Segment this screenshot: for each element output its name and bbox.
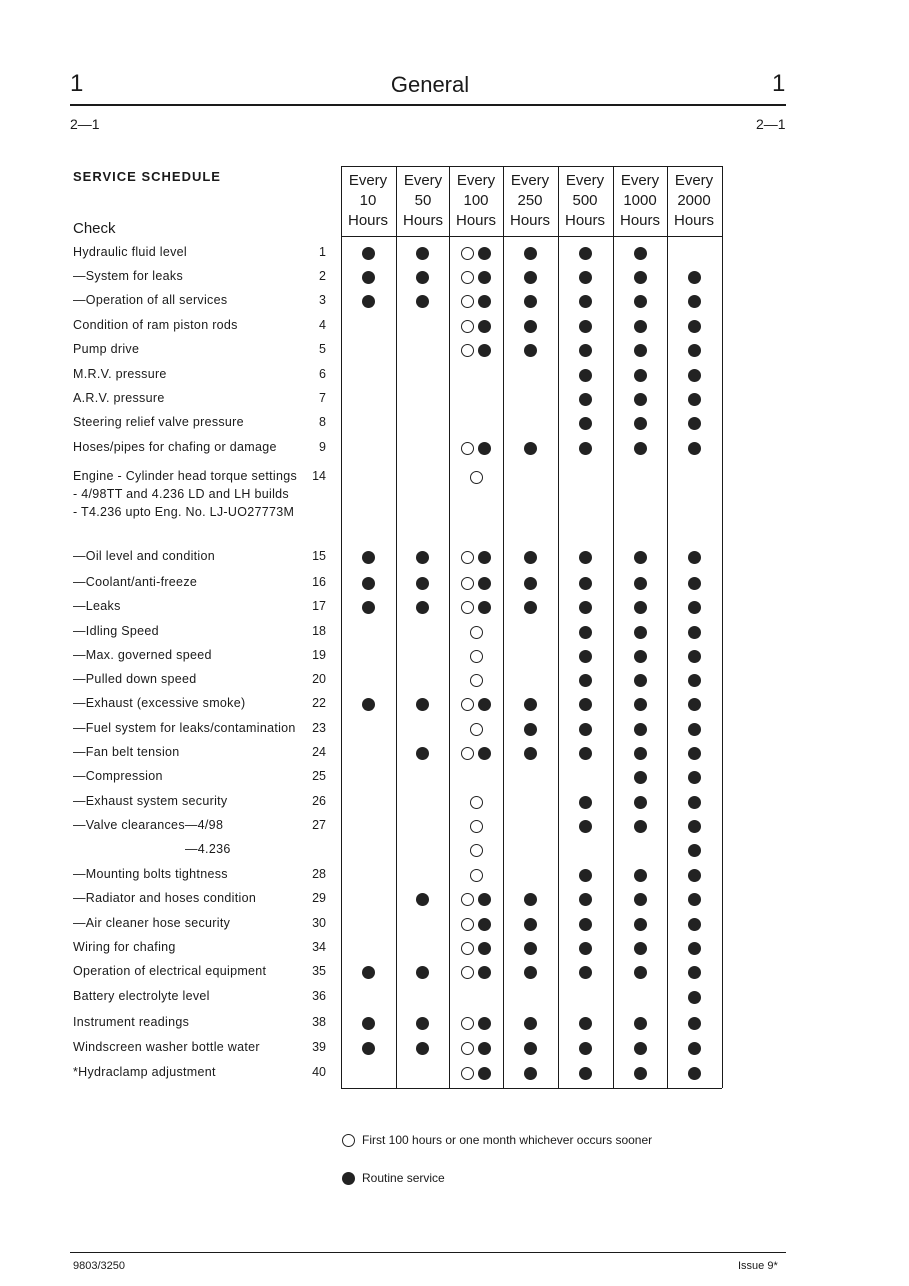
routine-service-dot bbox=[524, 295, 537, 308]
routine-service-dot bbox=[416, 577, 429, 590]
first-service-circle bbox=[461, 320, 474, 333]
routine-service-dot bbox=[524, 698, 537, 711]
routine-service-dot bbox=[579, 1042, 592, 1055]
check-item-ref: 40 bbox=[312, 1065, 326, 1079]
first-service-circle bbox=[470, 674, 483, 687]
check-item-label: —Exhaust system security bbox=[73, 794, 228, 808]
routine-service-dot bbox=[579, 295, 592, 308]
table-column-line bbox=[396, 166, 397, 1088]
routine-service-dot bbox=[478, 344, 491, 357]
routine-service-dot bbox=[524, 1017, 537, 1030]
routine-service-dot bbox=[478, 442, 491, 455]
routine-service-dot bbox=[478, 295, 491, 308]
check-item-label: —Oil level and condition bbox=[73, 549, 215, 563]
table-column-line bbox=[613, 166, 614, 1088]
first-service-circle bbox=[470, 471, 483, 484]
routine-service-dot bbox=[524, 247, 537, 260]
routine-service-dot bbox=[579, 601, 592, 614]
table-column-line bbox=[558, 166, 559, 1088]
routine-service-dot bbox=[524, 966, 537, 979]
routine-service-dot bbox=[579, 320, 592, 333]
routine-service-dot bbox=[416, 747, 429, 760]
check-item-label: Instrument readings bbox=[73, 1015, 190, 1029]
routine-service-dot bbox=[478, 601, 491, 614]
check-item-label: —Valve clearances—4/98 bbox=[73, 818, 224, 832]
first-service-circle-icon bbox=[342, 1134, 355, 1147]
check-item-label: —Operation of all services bbox=[73, 293, 228, 307]
column-header-line3: Hours bbox=[455, 212, 496, 229]
routine-service-dot bbox=[634, 626, 647, 639]
routine-service-dot bbox=[579, 417, 592, 430]
check-item-ref: 20 bbox=[312, 672, 326, 686]
routine-service-dot bbox=[524, 577, 537, 590]
routine-service-dot bbox=[688, 820, 701, 833]
routine-service-dot bbox=[524, 723, 537, 736]
routine-service-dot bbox=[634, 295, 647, 308]
routine-service-dot bbox=[688, 844, 701, 857]
check-item-label: Battery electrolyte level bbox=[73, 989, 210, 1003]
first-service-circle bbox=[470, 820, 483, 833]
routine-service-dot bbox=[579, 869, 592, 882]
table-row-line bbox=[341, 236, 722, 237]
first-service-circle bbox=[461, 698, 474, 711]
first-service-circle bbox=[461, 747, 474, 760]
check-item-ref: 18 bbox=[312, 624, 326, 638]
check-item-ref: 34 bbox=[312, 940, 326, 954]
routine-service-dot bbox=[524, 320, 537, 333]
routine-service-dot bbox=[362, 551, 375, 564]
header-rule bbox=[70, 104, 786, 106]
table-column-line bbox=[667, 166, 668, 1088]
first-service-circle bbox=[470, 869, 483, 882]
check-item-ref: 27 bbox=[312, 818, 326, 832]
check-item-label: Condition of ram piston rods bbox=[73, 318, 238, 332]
column-header-line2: 2000 bbox=[677, 192, 711, 209]
legend-routine-service: Routine service bbox=[362, 1171, 445, 1185]
routine-service-dot bbox=[524, 551, 537, 564]
column-header-line1: Every bbox=[565, 172, 605, 189]
routine-service-dot bbox=[579, 551, 592, 564]
routine-service-dot bbox=[634, 442, 647, 455]
routine-service-dot bbox=[416, 247, 429, 260]
routine-service-dot bbox=[478, 918, 491, 931]
check-item-ref: 38 bbox=[312, 1015, 326, 1029]
column-header-line3: Hours bbox=[673, 212, 714, 229]
routine-service-dot bbox=[688, 674, 701, 687]
routine-service-dot bbox=[579, 893, 592, 906]
routine-service-dot bbox=[579, 247, 592, 260]
column-header-line1: Every bbox=[348, 172, 388, 189]
routine-service-dot bbox=[524, 601, 537, 614]
table-row-line bbox=[341, 166, 722, 167]
first-service-circle bbox=[461, 551, 474, 564]
check-item-ref: 5 bbox=[319, 342, 326, 356]
routine-service-dot bbox=[688, 796, 701, 809]
section-number-left: 2—1 bbox=[70, 116, 100, 132]
routine-service-dot bbox=[478, 942, 491, 955]
check-item-label: —System for leaks bbox=[73, 269, 183, 283]
routine-service-dot bbox=[478, 551, 491, 564]
routine-service-dot bbox=[416, 1042, 429, 1055]
routine-service-dot bbox=[416, 271, 429, 284]
routine-service-dot bbox=[579, 393, 592, 406]
routine-service-dot bbox=[634, 344, 647, 357]
routine-service-dot bbox=[362, 1017, 375, 1030]
first-service-circle bbox=[461, 601, 474, 614]
routine-service-dot bbox=[416, 295, 429, 308]
routine-service-dot bbox=[524, 1042, 537, 1055]
routine-service-dot bbox=[688, 295, 701, 308]
routine-service-dot bbox=[688, 723, 701, 736]
column-header bbox=[341, 171, 395, 231]
check-item-label: —Leaks bbox=[73, 599, 121, 613]
routine-service-dot bbox=[478, 747, 491, 760]
routine-service-dot-icon bbox=[342, 1172, 355, 1185]
column-header-line2: 1000 bbox=[623, 192, 657, 209]
first-service-circle bbox=[461, 1017, 474, 1030]
check-item-ref: 23 bbox=[312, 721, 326, 735]
routine-service-dot bbox=[688, 966, 701, 979]
routine-service-dot bbox=[362, 601, 375, 614]
routine-service-dot bbox=[478, 271, 491, 284]
routine-service-dot bbox=[524, 271, 537, 284]
routine-service-dot bbox=[478, 698, 491, 711]
check-item-ref: 16 bbox=[312, 575, 326, 589]
routine-service-dot bbox=[634, 698, 647, 711]
check-item-label: —Mounting bolts tightness bbox=[73, 867, 228, 881]
section-number-right: 2—1 bbox=[756, 116, 786, 132]
routine-service-dot bbox=[688, 942, 701, 955]
check-item-ref: 15 bbox=[312, 549, 326, 563]
check-item-label: Hoses/pipes for chafing or damage bbox=[73, 440, 277, 454]
routine-service-dot bbox=[634, 601, 647, 614]
document-number: 9803/3250 bbox=[73, 1260, 125, 1272]
check-title: Check bbox=[73, 220, 116, 237]
routine-service-dot bbox=[579, 650, 592, 663]
routine-service-dot bbox=[688, 869, 701, 882]
routine-service-dot bbox=[579, 626, 592, 639]
routine-service-dot bbox=[524, 942, 537, 955]
routine-service-dot bbox=[524, 918, 537, 931]
routine-service-dot bbox=[478, 893, 491, 906]
routine-service-dot bbox=[688, 393, 701, 406]
routine-service-dot bbox=[524, 893, 537, 906]
routine-service-dot bbox=[634, 918, 647, 931]
check-item-sublabel: - 4/98TT and 4.236 LD and LH builds bbox=[73, 487, 289, 501]
routine-service-dot bbox=[634, 650, 647, 663]
routine-service-dot bbox=[634, 369, 647, 382]
routine-service-dot bbox=[579, 747, 592, 760]
check-item-label: Steering relief valve pressure bbox=[73, 415, 244, 429]
first-service-circle bbox=[470, 626, 483, 639]
routine-service-dot bbox=[688, 601, 701, 614]
check-item-label: Operation of electrical equipment bbox=[73, 964, 267, 978]
check-item-label: —Max. governed speed bbox=[73, 648, 212, 662]
column-header-line3: Hours bbox=[509, 212, 550, 229]
routine-service-dot bbox=[579, 577, 592, 590]
routine-service-dot bbox=[362, 295, 375, 308]
column-header bbox=[396, 171, 450, 231]
check-item-label: —Pulled down speed bbox=[73, 672, 197, 686]
check-item-label: Wiring for chafing bbox=[73, 940, 176, 954]
column-header-line2: 10 bbox=[359, 192, 377, 209]
table-column-line bbox=[722, 166, 723, 1088]
routine-service-dot bbox=[688, 747, 701, 760]
table-column-line bbox=[341, 166, 342, 1088]
routine-service-dot bbox=[579, 820, 592, 833]
check-item-label: —Air cleaner hose security bbox=[73, 916, 231, 930]
first-service-circle bbox=[461, 1067, 474, 1080]
routine-service-dot bbox=[688, 442, 701, 455]
routine-service-dot bbox=[524, 747, 537, 760]
routine-service-dot bbox=[362, 577, 375, 590]
routine-service-dot bbox=[478, 1067, 491, 1080]
routine-service-dot bbox=[524, 442, 537, 455]
routine-service-dot bbox=[688, 771, 701, 784]
column-header-line1: Every bbox=[456, 172, 496, 189]
routine-service-dot bbox=[688, 369, 701, 382]
check-item-ref: 19 bbox=[312, 648, 326, 662]
check-item-ref: 14 bbox=[312, 469, 326, 483]
routine-service-dot bbox=[579, 1017, 592, 1030]
routine-service-dot bbox=[634, 247, 647, 260]
routine-service-dot bbox=[688, 1042, 701, 1055]
routine-service-dot bbox=[634, 551, 647, 564]
routine-service-dot bbox=[688, 1067, 701, 1080]
routine-service-dot bbox=[416, 698, 429, 711]
first-service-circle bbox=[461, 942, 474, 955]
routine-service-dot bbox=[634, 271, 647, 284]
first-service-circle bbox=[470, 796, 483, 809]
routine-service-dot bbox=[416, 601, 429, 614]
first-service-circle bbox=[461, 918, 474, 931]
routine-service-dot bbox=[634, 796, 647, 809]
column-header-line3: Hours bbox=[619, 212, 660, 229]
page-title: General bbox=[390, 72, 470, 97]
routine-service-dot bbox=[579, 966, 592, 979]
routine-service-dot bbox=[688, 991, 701, 1004]
column-header bbox=[613, 171, 667, 231]
column-header bbox=[503, 171, 557, 231]
routine-service-dot bbox=[688, 1017, 701, 1030]
routine-service-dot bbox=[688, 650, 701, 663]
check-item-ref: 17 bbox=[312, 599, 326, 613]
routine-service-dot bbox=[634, 966, 647, 979]
routine-service-dot bbox=[634, 820, 647, 833]
routine-service-dot bbox=[478, 320, 491, 333]
first-service-circle bbox=[461, 344, 474, 357]
table-column-line bbox=[503, 166, 504, 1088]
routine-service-dot bbox=[688, 577, 701, 590]
check-item-label: Engine - Cylinder head torque settings bbox=[73, 469, 298, 483]
check-item-ref: 22 bbox=[312, 696, 326, 710]
routine-service-dot bbox=[579, 271, 592, 284]
routine-service-dot bbox=[634, 1042, 647, 1055]
routine-service-dot bbox=[362, 271, 375, 284]
chapter-number-left: 1 bbox=[70, 70, 84, 97]
check-item-ref: 26 bbox=[312, 794, 326, 808]
routine-service-dot bbox=[579, 369, 592, 382]
check-item-ref: 9 bbox=[319, 440, 326, 454]
first-service-circle bbox=[470, 844, 483, 857]
routine-service-dot bbox=[416, 893, 429, 906]
check-item-ref: 29 bbox=[312, 891, 326, 905]
column-header-line2: 100 bbox=[463, 192, 489, 209]
check-item-sublabel: - T4.236 upto Eng. No. LJ-UO27773M bbox=[73, 505, 295, 519]
routine-service-dot bbox=[524, 344, 537, 357]
check-item-ref: 24 bbox=[312, 745, 326, 759]
column-header-line1: Every bbox=[620, 172, 660, 189]
routine-service-dot bbox=[688, 918, 701, 931]
check-item-label: M.R.V. pressure bbox=[73, 367, 167, 381]
routine-service-dot bbox=[579, 918, 592, 931]
routine-service-dot bbox=[478, 1042, 491, 1055]
check-item-ref: 28 bbox=[312, 867, 326, 881]
check-item-ref: 25 bbox=[312, 769, 326, 783]
routine-service-dot bbox=[478, 247, 491, 260]
routine-service-dot bbox=[634, 393, 647, 406]
column-header-line2: 50 bbox=[414, 192, 432, 209]
check-item-ref: 1 bbox=[319, 245, 326, 259]
first-service-circle bbox=[470, 723, 483, 736]
column-header bbox=[449, 171, 503, 231]
check-item-ref: 39 bbox=[312, 1040, 326, 1054]
table-column-line bbox=[449, 166, 450, 1088]
check-item-label: —Idling Speed bbox=[73, 624, 159, 638]
routine-service-dot bbox=[688, 551, 701, 564]
routine-service-dot bbox=[362, 698, 375, 711]
first-service-circle bbox=[470, 650, 483, 663]
first-service-circle bbox=[461, 966, 474, 979]
check-item-ref: 3 bbox=[319, 293, 326, 307]
legend-first-service: First 100 hours or one month whichever occurs sooner bbox=[362, 1133, 653, 1147]
schedule-title: SERVICE SCHEDULE bbox=[73, 169, 221, 184]
routine-service-dot bbox=[634, 1067, 647, 1080]
routine-service-dot bbox=[634, 417, 647, 430]
column-header-line3: Hours bbox=[402, 212, 443, 229]
first-service-circle bbox=[461, 442, 474, 455]
first-service-circle bbox=[461, 247, 474, 260]
issue-number: Issue 9* bbox=[738, 1260, 778, 1272]
check-item-ref: 6 bbox=[319, 367, 326, 381]
check-item-ref: 2 bbox=[319, 269, 326, 283]
routine-service-dot bbox=[579, 1067, 592, 1080]
routine-service-dot bbox=[688, 320, 701, 333]
check-item-label: —Fan belt tension bbox=[73, 745, 180, 759]
check-item-ref: 8 bbox=[319, 415, 326, 429]
routine-service-dot bbox=[634, 320, 647, 333]
first-service-circle bbox=[461, 1042, 474, 1055]
column-header bbox=[558, 171, 612, 231]
check-item-label: —Radiator and hoses condition bbox=[73, 891, 257, 905]
first-service-circle bbox=[461, 271, 474, 284]
column-header-line3: Hours bbox=[347, 212, 388, 229]
check-item-label: —Fuel system for leaks/contamination bbox=[73, 721, 296, 735]
routine-service-dot bbox=[634, 942, 647, 955]
routine-service-dot bbox=[478, 577, 491, 590]
routine-service-dot bbox=[524, 1067, 537, 1080]
check-item-label: —Compression bbox=[73, 769, 163, 783]
routine-service-dot bbox=[688, 417, 701, 430]
check-item-label: —Exhaust (excessive smoke) bbox=[73, 696, 246, 710]
chapter-number-right: 1 bbox=[772, 70, 786, 97]
routine-service-dot bbox=[634, 723, 647, 736]
first-service-circle bbox=[461, 295, 474, 308]
check-item-label: Hydraulic fluid level bbox=[73, 245, 187, 259]
first-service-circle bbox=[461, 577, 474, 590]
routine-service-dot bbox=[579, 723, 592, 736]
routine-service-dot bbox=[579, 344, 592, 357]
routine-service-dot bbox=[362, 247, 375, 260]
routine-service-dot bbox=[688, 893, 701, 906]
routine-service-dot bbox=[579, 674, 592, 687]
check-item-label: —Coolant/anti-freeze bbox=[73, 575, 198, 589]
check-item-ref: 7 bbox=[319, 391, 326, 405]
routine-service-dot bbox=[634, 893, 647, 906]
routine-service-dot bbox=[362, 1042, 375, 1055]
check-item-label: Pump drive bbox=[73, 342, 140, 356]
routine-service-dot bbox=[478, 1017, 491, 1030]
routine-service-dot bbox=[688, 344, 701, 357]
routine-service-dot bbox=[416, 1017, 429, 1030]
footer-rule bbox=[70, 1252, 786, 1253]
check-item-label: Windscreen washer bottle water bbox=[73, 1040, 260, 1054]
check-item-ref: 35 bbox=[312, 964, 326, 978]
routine-service-dot bbox=[579, 698, 592, 711]
first-service-circle bbox=[461, 893, 474, 906]
routine-service-dot bbox=[416, 966, 429, 979]
routine-service-dot bbox=[579, 442, 592, 455]
routine-service-dot bbox=[478, 966, 491, 979]
check-item-label: A.R.V. pressure bbox=[73, 391, 165, 405]
routine-service-dot bbox=[362, 966, 375, 979]
column-header-line3: Hours bbox=[564, 212, 605, 229]
routine-service-dot bbox=[688, 271, 701, 284]
routine-service-dot bbox=[579, 942, 592, 955]
routine-service-dot bbox=[634, 771, 647, 784]
table-row-line bbox=[341, 1088, 722, 1089]
routine-service-dot bbox=[416, 551, 429, 564]
routine-service-dot bbox=[688, 626, 701, 639]
routine-service-dot bbox=[634, 577, 647, 590]
check-item-label: —4.236 bbox=[185, 842, 231, 856]
column-header-line1: Every bbox=[403, 172, 443, 189]
check-item-label: *Hydraclamp adjustment bbox=[73, 1065, 216, 1079]
routine-service-dot bbox=[688, 698, 701, 711]
routine-service-dot bbox=[634, 1017, 647, 1030]
column-header-line2: 250 bbox=[517, 192, 543, 209]
routine-service-dot bbox=[634, 674, 647, 687]
column-header-line1: Every bbox=[674, 172, 714, 189]
routine-service-dot bbox=[579, 796, 592, 809]
routine-service-dot bbox=[634, 747, 647, 760]
check-item-ref: 4 bbox=[319, 318, 326, 332]
check-item-ref: 36 bbox=[312, 989, 326, 1003]
column-header-line1: Every bbox=[510, 172, 550, 189]
routine-service-dot bbox=[634, 869, 647, 882]
column-header-line2: 500 bbox=[572, 192, 598, 209]
check-item-ref: 30 bbox=[312, 916, 326, 930]
column-header bbox=[667, 171, 721, 231]
